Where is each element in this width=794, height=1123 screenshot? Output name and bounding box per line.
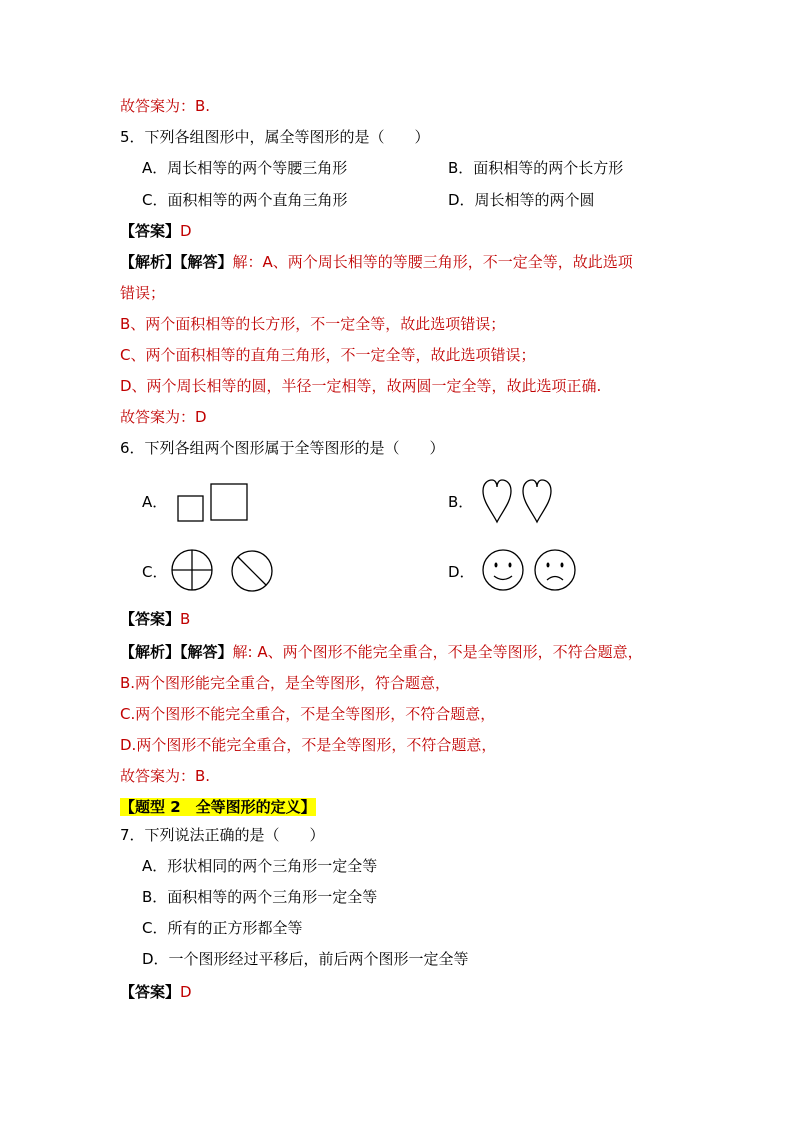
q5-conclusion: 故答案为：D <box>120 408 207 426</box>
q5-option-b: B．面积相等的两个长方形 <box>448 159 624 177</box>
q7-option-a: A．形状相同的两个三角形一定全等 <box>142 857 378 875</box>
q5-answer-line <box>120 220 192 242</box>
q5-analysis-c: C、两个面积相等的直角三角形，不一定全等，故此选项错误； <box>120 346 536 364</box>
q6-analysis-first: 解: A、两个图形不能完全重合，不是全等图形，不符合题意， <box>232 643 643 661</box>
q5-option-d: D．周长相等的两个圆 <box>448 191 595 209</box>
q6-answer-value: B <box>180 610 191 628</box>
q5-option-c: C．面积相等的两个直角三角形 <box>142 191 348 209</box>
q5-analysis-first: 解：A、两个周长相等的等腰三角形，不一定全等，故此选项 <box>232 253 633 271</box>
q5-analysis-d: D、两个周长相等的圆，半径一定相等，故两圆一定全等，故此选项正确. <box>120 377 602 395</box>
q4-conclusion: 故答案为：B. <box>120 97 211 115</box>
q6-answer-line <box>120 608 190 630</box>
q6-option-b-label: B． <box>448 493 474 511</box>
q7-stem: 7．下列说法正确的是（ ） <box>120 826 325 844</box>
q6-option-c-label: C． <box>142 563 168 581</box>
q6-analysis-b: B.两个图形能完全重合，是全等图形，符合题意， <box>120 674 451 692</box>
q6-option-a-squares <box>176 482 250 524</box>
q5-analysis-tag: 【解析】【解答】 <box>120 253 233 271</box>
q6-option-d-faces <box>481 548 579 594</box>
q7-option-c: C．所有的正方形都全等 <box>142 919 303 937</box>
q6-conclusion: 故答案为：B. <box>120 767 211 785</box>
q6-option-b-hearts <box>480 478 556 526</box>
q5-option-a: A．周长相等的两个等腰三角形 <box>142 159 348 177</box>
q5-answer-tag: 【答案】 <box>120 222 181 240</box>
q5-analysis-b: B、两个面积相等的长方形，不一定全等，故此选项错误； <box>120 315 506 333</box>
q6-analysis-line <box>120 641 643 663</box>
q5-stem: 5．下列各组图形中，属全等图形的是（ ） <box>120 128 430 146</box>
q7-option-d: D．一个图形经过平移后，前后两个图形一定全等 <box>142 950 469 968</box>
q7-answer-value: D <box>180 983 192 1001</box>
q6-option-a-label: A． <box>142 493 168 511</box>
q6-stem: 6．下列各组两个图形属于全等图形的是（ ） <box>120 439 445 457</box>
q5-answer-value: D <box>180 222 192 240</box>
section-heading <box>120 796 316 818</box>
q7-answer-line <box>120 981 192 1003</box>
section-title: 【题型 2 全等图形的定义】 <box>120 798 316 816</box>
q5-analysis-cont: 错误； <box>120 284 166 302</box>
q7-answer-tag: 【答案】 <box>120 983 181 1001</box>
q6-analysis-tag: 【解析】【解答】 <box>120 643 233 661</box>
q5-analysis-line <box>120 251 633 273</box>
q6-analysis-d: D.两个图形不能完全重合，不是全等图形，不符合题意， <box>120 736 497 754</box>
q6-answer-tag: 【答案】 <box>120 610 181 628</box>
q7-option-b: B．面积相等的两个三角形一定全等 <box>142 888 378 906</box>
q6-analysis-c: C.两个图形不能完全重合，不是全等图形，不符合题意， <box>120 705 496 723</box>
q6-option-c-circles <box>170 548 278 594</box>
q6-option-d-label: D． <box>448 563 475 581</box>
